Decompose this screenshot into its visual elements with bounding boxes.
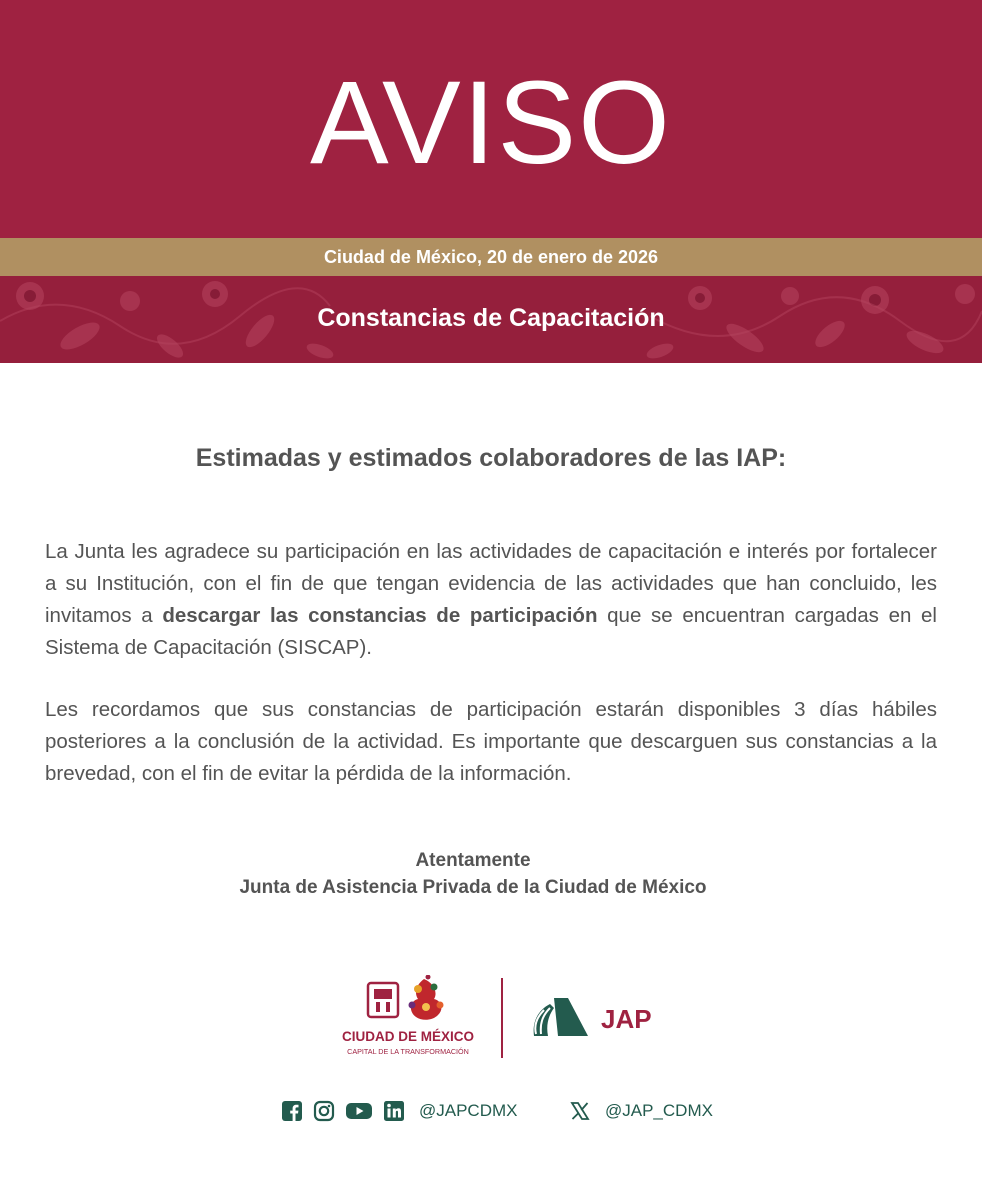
cdmx-tagline: CAPITAL DE LA TRANSFORMACIÓN [347,1047,469,1056]
paragraph-intro-end: que se encuentran cargadas en el Sistema de Capacitación (SISCAP). [45,604,937,659]
facebook-icon[interactable] [281,1100,303,1122]
cdmx-logo [338,975,478,1065]
signoff-greeting: Atentamente [415,850,531,871]
jap-logo-mark [528,996,590,1038]
social-links-main [281,1099,518,1123]
social-handle-x[interactable]: @JAP_CDMX [605,1101,713,1120]
date-text: Ciudad de México, 20 de enero de 2026 [323,246,659,267]
subject-title: Constancias de Capacitación [317,304,665,332]
title-banner [0,0,982,238]
paragraph-intro-start: La Junta les agradece su participación en las actividades de capacitación e interés por fortalecer a su Institución, con el fin de que tengan evidencia de las actividades que han concluido, les invitamos a [45,540,937,627]
signoff [0,847,946,901]
jap-name: JAP [601,1004,652,1034]
social-links-x [569,1099,713,1123]
paragraph-intro-emphasis: descargar las constancias de participación [162,604,598,627]
instagram-icon[interactable] [313,1100,335,1122]
youtube-icon[interactable] [345,1100,373,1122]
page-title: AVISO [310,57,672,189]
subject-banner [0,276,982,363]
signoff-organization: Junta de Asistencia Privada de la Ciudad de México [239,877,707,898]
linkedin-icon[interactable] [383,1100,405,1122]
paragraph-reminder: Les recordamos que sus constancias de participación estarán disponibles 3 días hábiles posteriores a la conclusión de la actividad. Es importante que descarguen sus constancias a la brevedad, con el fin de evitar la pérdida de la información. [45,698,937,785]
date-banner [0,238,982,276]
greeting-heading: Estimadas y estimados colaboradores de las IAP: [195,444,787,472]
x-icon[interactable] [569,1100,591,1122]
paragraph-intro [45,536,937,664]
cdmx-name: CIUDAD DE MÉXICO [341,1029,475,1044]
logo-divider [501,978,503,1058]
social-handle-main[interactable]: @JAPCDMX [419,1101,518,1120]
